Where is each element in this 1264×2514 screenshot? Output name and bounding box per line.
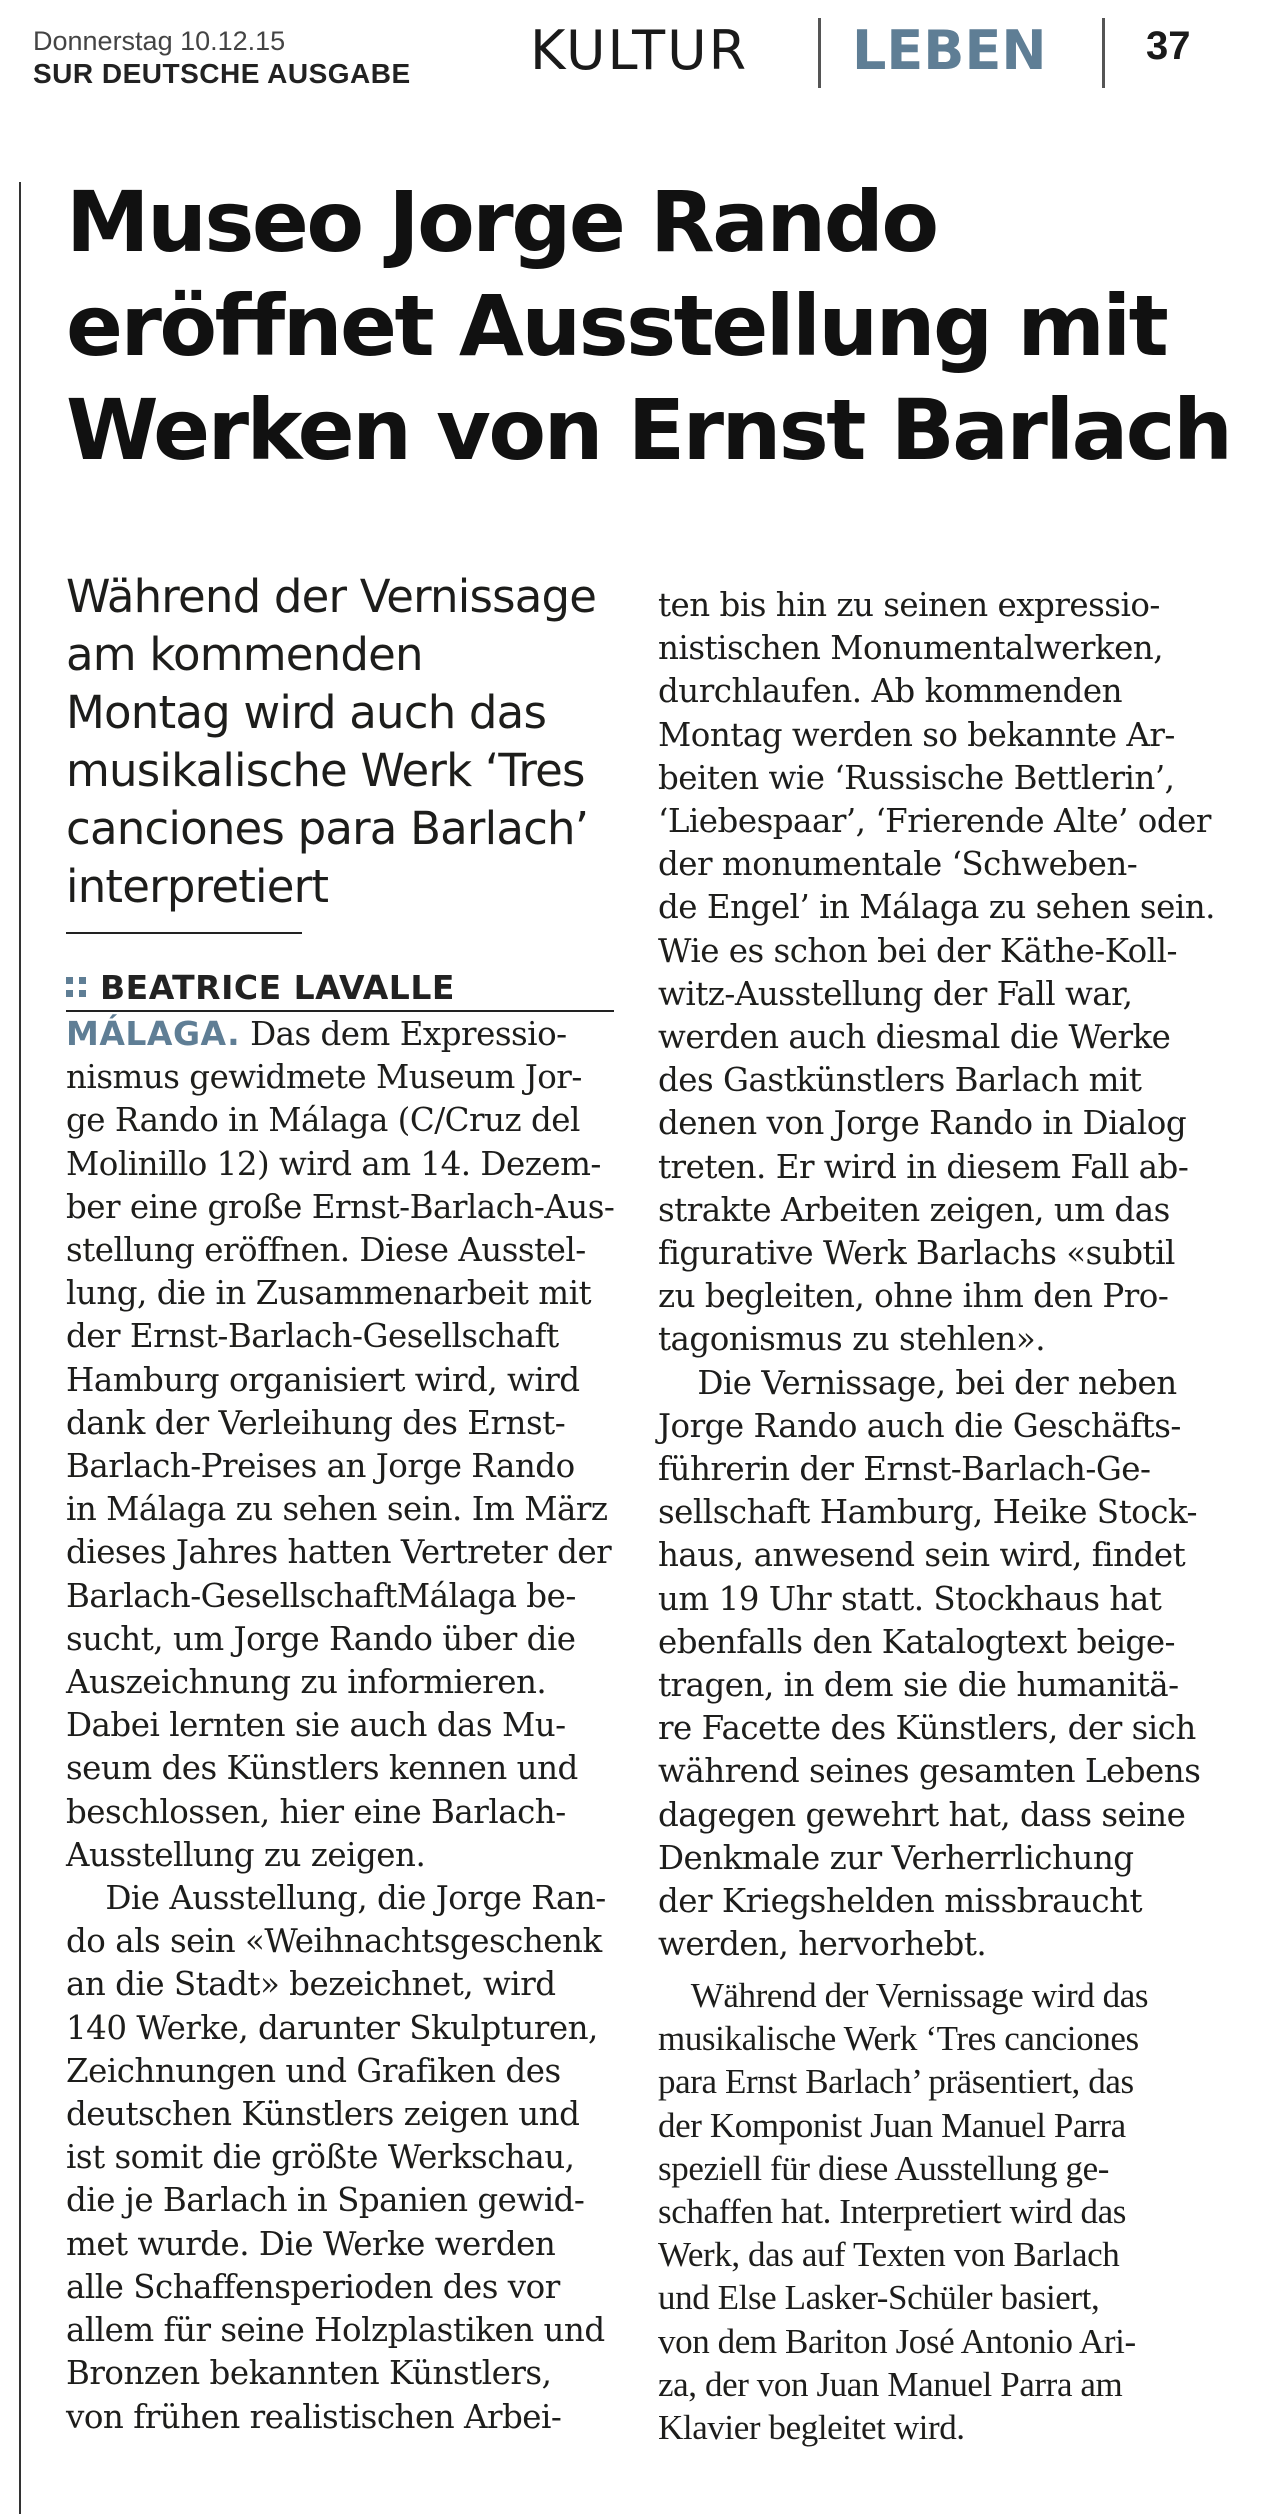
body-line: Hamburg organisiert wird, wird xyxy=(66,1360,580,1399)
body-text: Das dem Expressio- xyxy=(240,1015,567,1053)
body-line: speziell für diese Ausstellung ge- xyxy=(658,2148,1110,2188)
body-line: der Kriegshelden missbraucht xyxy=(658,1882,1143,1921)
body-line: ber eine große Ernst-Barlach-Aus- xyxy=(66,1187,615,1226)
body-line: des Gastkünstlers Barlach mit xyxy=(658,1061,1142,1100)
body-line: strakte Arbeiten zeigen, um das xyxy=(658,1190,1170,1229)
body-line: tagonismus zu stehlen». xyxy=(658,1320,1046,1359)
body-line: Die Ausstellung, die Jorge Ran- xyxy=(66,1879,606,1918)
byline xyxy=(66,968,455,1008)
body-line: durchlaufen. Ab kommenden xyxy=(658,672,1123,711)
body-line: der monumentale ‘Schweben- xyxy=(658,845,1138,884)
body-line: Bronzen bekannten Künstlers, xyxy=(66,2354,552,2393)
deck-line: Während der Vernissage xyxy=(66,570,597,623)
deck-divider xyxy=(66,932,302,934)
body-line: werden auch diesmal die Werke xyxy=(658,1018,1171,1057)
body-line: Klavier begleitet wird. xyxy=(658,2408,965,2448)
headline-line: eröffnet Ausstellung mit xyxy=(66,277,1167,375)
body-line: lung, die in Zusammenarbeit mit xyxy=(66,1274,592,1313)
body-line: schaffen hat. Interpretiert wird das xyxy=(658,2192,1126,2232)
body-line: Jorge Rando auch die Geschäfts- xyxy=(658,1406,1181,1445)
body-line: ten bis hin zu seinen expressio- xyxy=(658,586,1160,624)
body-line: ‘Liebespaar’, ‘Frierende Alte’ oder xyxy=(658,802,1211,841)
body-line: beschlossen, hier eine Barlach- xyxy=(66,1792,566,1831)
column-rule xyxy=(19,182,21,2514)
body-line: Barlach-Preises an Jorge Rando xyxy=(66,1447,575,1486)
section-label-kultur: KULTUR xyxy=(530,19,749,82)
body-line: allem für seine Holzplastiken und xyxy=(66,2311,605,2350)
deck-line: am kommenden xyxy=(66,628,423,681)
body-line: werden, hervorhebt. xyxy=(658,1925,987,1964)
body-line: deutschen Künstlers zeigen und xyxy=(66,2095,580,2134)
body-line: denen von Jorge Rando in Dialog xyxy=(658,1104,1187,1143)
headline xyxy=(66,170,1246,482)
body-line: die je Barlach in Spanien gewid- xyxy=(66,2181,585,2220)
body-column-right-final-paragraph xyxy=(658,1974,1208,2449)
issue-date: Donnerstag 10.12.15 xyxy=(33,26,286,56)
deck-line: Montag wird auch das xyxy=(66,686,547,739)
header-divider xyxy=(818,18,821,88)
body-line: und Else Lasker-Schüler basiert, xyxy=(658,2278,1100,2318)
body-line: Denkmale zur Verherrlichung xyxy=(658,1838,1134,1877)
body-line: Während der Vernissage wird das xyxy=(658,1976,1149,2015)
body-line: Dabei lernten sie auch das Mu- xyxy=(66,1706,566,1745)
body-line: an die Stadt» bezeichnet, wird xyxy=(66,1965,556,2004)
body-line: Werk, das auf Texten von Barlach xyxy=(658,2235,1120,2275)
deck xyxy=(66,568,626,916)
deck-line: musikalische Werk ‘Tres xyxy=(66,744,585,797)
body-line: witz-Ausstellung der Fall war, xyxy=(658,974,1133,1013)
body-line: re Facette des Künstlers, der sich xyxy=(658,1709,1196,1748)
body-line: met wurde. Die Werke werden xyxy=(66,2224,556,2263)
headline-line: Werken von Ernst Barlach xyxy=(66,381,1231,479)
deck-line: canciones para Barlach’ xyxy=(66,802,589,855)
body-line: dieses Jahres hatten Vertreter der xyxy=(66,1533,612,1572)
body-line: dank der Verleihung des Ernst- xyxy=(66,1403,566,1442)
deck-line: interpretiert xyxy=(66,860,329,913)
body-line: dagegen gewehrt hat, dass seine xyxy=(658,1795,1186,1834)
body-line: von dem Bariton José Antonio Ari- xyxy=(658,2321,1136,2361)
body-line: figurative Werk Barlachs «subtil xyxy=(658,1234,1175,1273)
body-line: von frühen realistischen Arbei- xyxy=(66,2397,562,2436)
body-line: treten. Er wird in diesem Fall ab- xyxy=(658,1147,1189,1186)
body-line: 140 Werke, darunter Skulpturen, xyxy=(66,2008,598,2047)
body-line: Montag werden so bekannte Ar- xyxy=(658,715,1175,754)
body-line: alle Schaffensperioden des vor xyxy=(66,2267,560,2306)
body-line: de Engel’ in Málaga zu sehen sein. xyxy=(658,888,1216,927)
body-line: ge Rando in Málaga (C/Cruz del xyxy=(66,1101,580,1140)
byline-dots-icon xyxy=(66,977,86,997)
body-line: haus, anwesend sein wird, findet xyxy=(658,1536,1186,1575)
body-line: musikalische Werk ‘Tres canciones xyxy=(658,2019,1139,2059)
body-column-left xyxy=(66,1012,616,2439)
body-line: para Ernst Barlach’ präsentiert, das xyxy=(658,2062,1134,2102)
body-line xyxy=(66,1012,616,1056)
body-line: za, der von Juan Manuel Parra am xyxy=(658,2364,1123,2404)
body-line: seum des Künstlers kennen und xyxy=(66,1749,578,1788)
body-line: tragen, in dem sie die humanitä- xyxy=(658,1666,1179,1705)
body-line: beiten wie ‘Russische Bettlerin’, xyxy=(658,758,1175,797)
body-line: der Komponist Juan Manuel Parra xyxy=(658,2105,1126,2145)
body-line: Wie es schon bei der Käthe-Koll- xyxy=(658,931,1177,970)
dateline: MÁLAGA. xyxy=(66,1014,241,1053)
page-number: 37 xyxy=(1146,24,1191,68)
headline-line: Museo Jorge Rando xyxy=(66,173,937,271)
author-name: BEATRICE LAVALLE xyxy=(100,968,455,1007)
body-line: stellung eröffnen. Diese Ausstel- xyxy=(66,1231,586,1270)
body-line: Molinillo 12) wird am 14. Dezem- xyxy=(66,1144,601,1183)
body-line: do als sein «Weihnachtsgeschenk xyxy=(66,1922,602,1961)
body-line: Ausstellung zu zeigen. xyxy=(66,1835,426,1874)
body-line: führerin der Ernst-Barlach-Ge- xyxy=(658,1450,1151,1489)
header-divider xyxy=(1102,18,1105,88)
body-column-right xyxy=(658,584,1216,1967)
body-line: Auszeichnung zu informieren. xyxy=(66,1663,547,1702)
body-line: Zeichnungen und Grafiken des xyxy=(66,2051,561,2090)
body-line: sucht, um Jorge Rando über die xyxy=(66,1619,576,1658)
body-line: während seines gesamten Lebens xyxy=(658,1752,1201,1791)
section-label-leben: LEBEN xyxy=(852,19,1047,82)
edition-name: SUR DEUTSCHE AUSGABE xyxy=(33,58,411,89)
body-line: um 19 Uhr statt. Stockhaus hat xyxy=(658,1579,1162,1618)
body-line: Barlach-GesellschaftMálaga be- xyxy=(66,1576,576,1615)
body-line: zu begleiten, ohne ihm den Pro- xyxy=(658,1277,1169,1316)
body-line: ebenfalls den Katalogtext beige- xyxy=(658,1622,1176,1661)
body-line: ist somit die größte Werkschau, xyxy=(66,2138,575,2177)
body-line: Die Vernissage, bei der neben xyxy=(658,1363,1177,1402)
body-line: nistischen Monumentalwerken, xyxy=(658,629,1164,668)
body-line: der Ernst-Barlach-Gesellschaft xyxy=(66,1317,559,1356)
body-line: sellschaft Hamburg, Heike Stock- xyxy=(658,1493,1198,1532)
body-line: in Málaga zu sehen sein. Im März xyxy=(66,1490,608,1529)
body-line: nismus gewidmete Museum Jor- xyxy=(66,1058,582,1097)
